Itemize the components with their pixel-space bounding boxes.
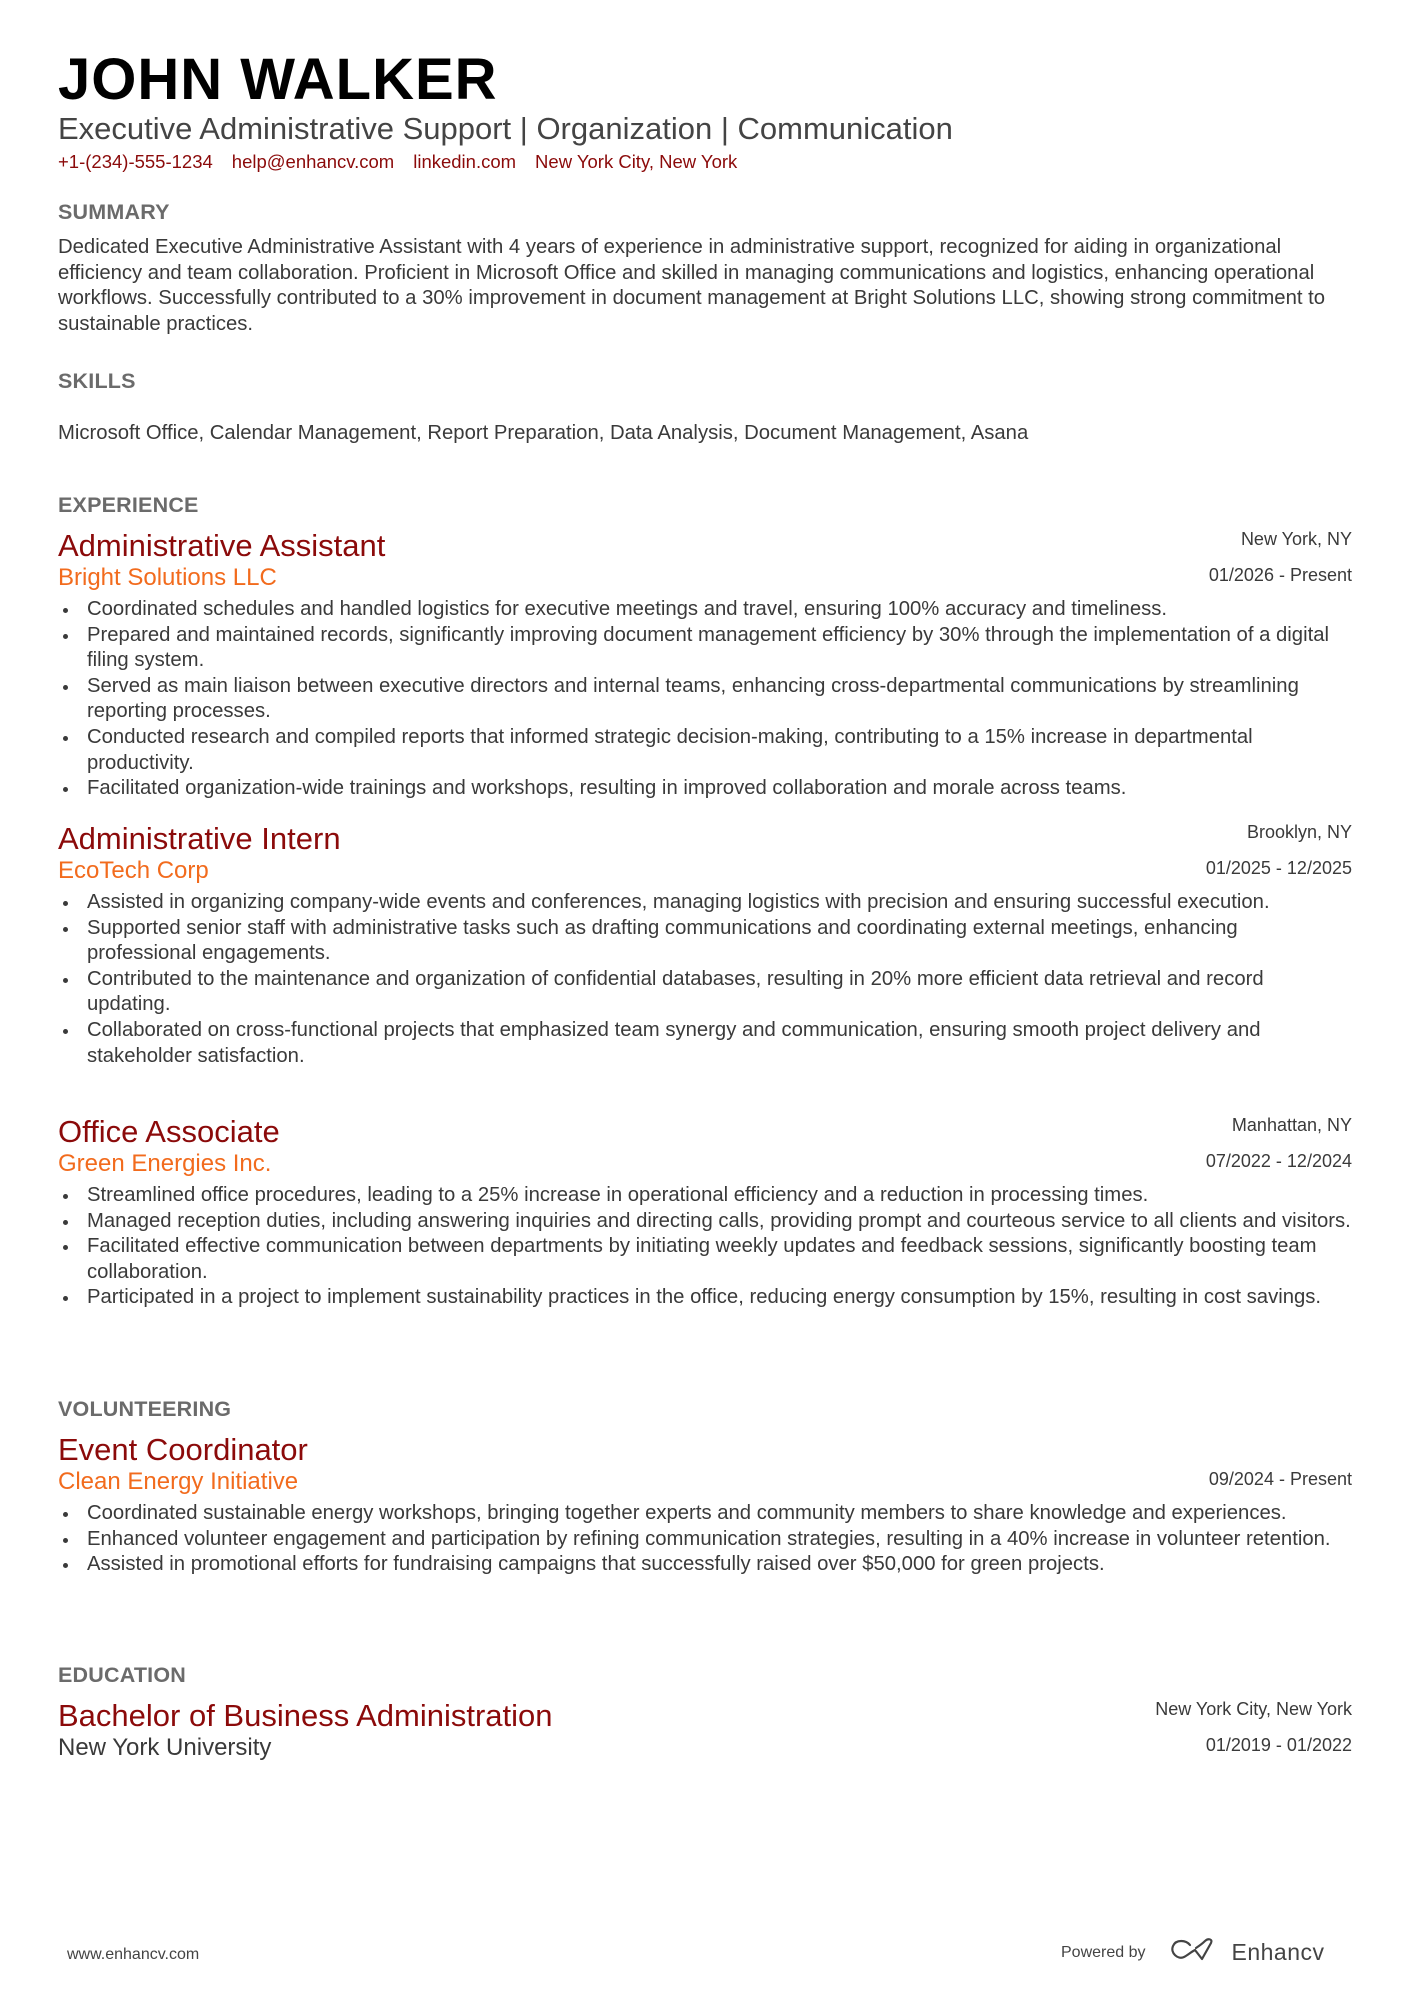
job-dates: 01/2026 - Present — [1208, 565, 1352, 585]
school-name: New York University — [58, 1734, 272, 1761]
summary-text: Dedicated Executive Administrative Assistant with 4 years of experience in administrative support, recognized for aiding in organizational efficiency and team collaboration. Proficient in Microsoft Office and skilled in managing communications and logistics, enhancing operational workflows. Successfully contributed to a 30% improvement in document management at Bright Solutions LLC, showing strong commitment to sustainable practices. — [58, 236, 1326, 335]
brand-link[interactable] — [1170, 1937, 1325, 1968]
bullet-item: Prepared and maintained records, significantly improving document management efficiency by 30% through the implementation of a digital filing system. — [58, 623, 1352, 674]
degree-name: Bachelor of Business Administration — [58, 1698, 553, 1733]
powered-by — [1061, 1937, 1325, 1968]
bullet-item: Facilitated effective communication between departments by initiating weekly updates and feedback sessions, significantly boosting team collaboration. — [58, 1234, 1352, 1285]
enhancv-logo-icon — [1170, 1937, 1218, 1968]
company-name: Bright Solutions LLC — [58, 564, 277, 591]
contact-info — [58, 150, 737, 174]
education-dates: 01/2019 - 01/2022 — [1205, 1735, 1352, 1755]
volunteering-entry — [58, 1431, 1352, 1578]
experience-entry — [58, 1113, 1352, 1311]
bullet-item: Facilitated organization-wide trainings and workshops, resulting in improved collaboration and morale across teams. — [58, 776, 1352, 802]
education-entry — [58, 1697, 1352, 1763]
job-bullets — [58, 890, 1352, 1069]
bullet-item: Assisted in promotional efforts for fundraising campaigns that successfully raised over $50,000 for green projects. — [58, 1552, 1352, 1578]
skills-heading: SKILLS — [58, 369, 136, 393]
company-name: Green Energies Inc. — [58, 1150, 272, 1177]
volunteer-role: Event Coordinator — [58, 1432, 308, 1467]
candidate-name: JOHN WALKER — [58, 47, 498, 112]
bullet-item: Streamlined office procedures, leading to a 25% increase in operational efficiency and a reduction in processing times. — [58, 1183, 1352, 1209]
experience-entry — [58, 820, 1352, 1069]
location-text: New York City, New York — [535, 151, 738, 172]
organization-name: Clean Energy Initiative — [58, 1468, 299, 1495]
job-title: Administrative Assistant — [58, 528, 386, 563]
bullet-item: Collaborated on cross-functional projects that emphasized team synergy and communication, ensuring smooth project delivery and stakeholder satisfaction. — [58, 1018, 1352, 1069]
job-location: Brooklyn, NY — [1246, 822, 1352, 842]
linkedin-link[interactable]: linkedin.com — [413, 151, 517, 172]
bullet-item: Coordinated sustainable energy workshops, bringing together experts and community members to share knowledge and experiences. — [58, 1501, 1352, 1527]
job-title: Administrative Intern — [58, 821, 341, 856]
bullet-item: Enhanced volunteer engagement and participation by refining communication strategies, resulting in a 40% increase in volunteer retention. — [58, 1527, 1352, 1553]
email-link[interactable]: help@enhancv.com — [231, 151, 395, 172]
school-location: New York City, New York — [1155, 1699, 1352, 1719]
job-title: Office Associate — [58, 1114, 280, 1149]
bullet-item: Conducted research and compiled reports that informed strategic decision-making, contributing to a 15% increase in departmental productivity. — [58, 725, 1352, 776]
experience-heading: EXPERIENCE — [58, 493, 199, 517]
volunteer-bullets — [58, 1501, 1352, 1578]
phone-link[interactable]: +1-(234)-555-1234 — [58, 151, 213, 172]
job-bullets — [58, 597, 1352, 802]
bullet-item: Coordinated schedules and handled logistics for executive meetings and travel, ensuring 100% accuracy and timeliness. — [58, 597, 1352, 623]
experience-entry — [58, 527, 1352, 802]
skills-text: Microsoft Office, Calendar Management, Report Preparation, Data Analysis, Document Management, Asana — [58, 422, 1029, 444]
job-bullets — [58, 1183, 1352, 1311]
summary-heading: SUMMARY — [58, 200, 170, 224]
bullet-item: Managed reception duties, including answering inquiries and directing calls, providing prompt and courteous service to all clients and visitors. — [58, 1209, 1352, 1235]
bullet-item: Served as main liaison between executive directors and internal teams, enhancing cross-departmental communications by streamlining reporting processes. — [58, 674, 1352, 725]
brand-name: Enhancv — [1231, 1939, 1325, 1965]
job-location: Manhattan, NY — [1231, 1115, 1352, 1135]
bullet-item: Contributed to the maintenance and organization of confidential databases, resulting in 20% more efficient data retrieval and record updating. — [58, 967, 1352, 1018]
website-link[interactable]: www.enhancv.com — [67, 1946, 200, 1963]
education-heading: EDUCATION — [58, 1663, 187, 1687]
bullet-item: Participated in a project to implement sustainability practices in the office, reducing energy consumption by 15%, resulting in cost savings. — [58, 1285, 1352, 1311]
headline: Executive Administrative Support | Organization | Communication — [58, 111, 953, 146]
volunteering-heading: VOLUNTEERING — [58, 1397, 232, 1421]
job-dates: 01/2025 - 12/2025 — [1205, 858, 1352, 878]
company-name: EcoTech Corp — [58, 857, 209, 884]
powered-by-label: Powered by — [1061, 1943, 1146, 1961]
job-dates: 07/2022 - 12/2024 — [1205, 1151, 1352, 1171]
bullet-item: Supported senior staff with administrative tasks such as drafting communications and coordinating external meetings, enhancing professional engagements. — [58, 916, 1352, 967]
job-location: New York, NY — [1240, 529, 1352, 549]
volunteer-dates: 09/2024 - Present — [1208, 1469, 1352, 1489]
bullet-item: Assisted in organizing company-wide events and conferences, managing logistics with precision and ensuring successful execution. — [58, 890, 1352, 916]
